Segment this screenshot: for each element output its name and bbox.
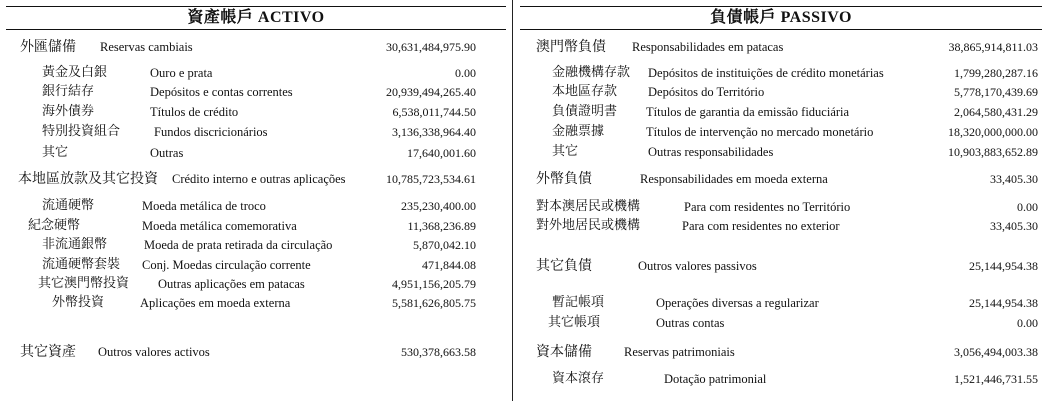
assets-item-row xyxy=(6,235,506,255)
item-pt: Moeda metálica comemorativa xyxy=(142,219,297,233)
category-value: 25,144,954.38 xyxy=(969,259,1038,273)
item-value: 471,844.08 xyxy=(422,258,476,272)
item-pt: Conj. Moedas circulação corrente xyxy=(142,258,311,272)
assets-item-row xyxy=(6,293,506,313)
item-value: 4,951,156,205.79 xyxy=(392,277,476,291)
liabilities-category-row xyxy=(520,169,1042,189)
item-value: 2,064,580,431.29 xyxy=(954,105,1038,119)
category-pt: Reservas cambiais xyxy=(100,40,193,54)
liabilities-item-row xyxy=(520,122,1042,142)
item-value: 11,368,236.89 xyxy=(407,219,476,233)
item-pt: Para com residentes no Território xyxy=(684,200,851,214)
item-pt: Títulos de crédito xyxy=(150,105,239,119)
item-zh: 對本澳居民或機構 xyxy=(536,199,641,214)
item-value: 235,230,400.00 xyxy=(401,199,476,213)
category-pt: Reservas patrimoniais xyxy=(624,345,735,359)
assets-column xyxy=(6,0,506,401)
liabilities-column xyxy=(520,0,1042,401)
category-zh: 外匯儲備 xyxy=(20,39,76,55)
category-pt: Responsabilidades em patacas xyxy=(632,40,784,54)
item-zh: 非流通銀幣 xyxy=(42,237,108,252)
liabilities-item-row xyxy=(520,369,1042,389)
assets-item-row xyxy=(6,102,506,122)
item-value: 0.00 xyxy=(455,66,476,80)
item-pt: Outras contas xyxy=(656,316,725,330)
assets-item-row xyxy=(6,216,506,236)
item-zh: 黃金及白銀 xyxy=(42,65,108,80)
item-zh: 海外債券 xyxy=(42,104,95,119)
liabilities-category-row xyxy=(520,256,1042,276)
liabilities-item-row xyxy=(520,82,1042,102)
item-pt: Depósitos e contas correntes xyxy=(150,85,293,99)
item-zh: 流通硬幣 xyxy=(42,198,95,213)
column-divider xyxy=(512,0,513,401)
item-value: 25,144,954.38 xyxy=(969,296,1038,310)
liabilities-item-row xyxy=(520,63,1042,83)
item-value: 18,320,000,000.00 xyxy=(948,125,1038,139)
item-zh: 特別投資組合 xyxy=(42,124,121,139)
item-zh: 金融機構存款 xyxy=(552,65,631,80)
item-zh: 其它帳項 xyxy=(548,315,601,330)
item-value: 1,521,446,731.55 xyxy=(954,372,1038,386)
liabilities-category-row xyxy=(520,342,1042,362)
item-pt: Moeda metálica de troco xyxy=(142,199,266,213)
assets-category-row xyxy=(6,342,506,362)
item-pt: Outras aplicações em patacas xyxy=(158,277,305,291)
assets-item-row xyxy=(6,122,506,142)
item-zh: 其它 xyxy=(42,145,69,160)
category-zh: 資本儲備 xyxy=(536,344,592,360)
item-zh: 其它 xyxy=(552,144,579,159)
assets-item-row xyxy=(6,274,506,294)
item-pt: Depósitos do Território xyxy=(648,85,765,99)
liabilities-category-row xyxy=(520,37,1042,57)
item-pt: Moeda de prata retirada da circulação xyxy=(144,238,333,252)
item-pt: Dotação patrimonial xyxy=(664,372,767,386)
item-value: 0.00 xyxy=(1017,200,1038,214)
category-value: 10,785,723,534.61 xyxy=(386,172,476,186)
item-value: 6,538,011,744.50 xyxy=(392,105,476,119)
category-pt: Responsabilidades em moeda externa xyxy=(640,172,828,186)
item-value: 0.00 xyxy=(1017,316,1038,330)
item-zh: 銀行結存 xyxy=(42,84,95,99)
item-pt: Outras xyxy=(150,146,184,160)
category-pt: Outros valores passivos xyxy=(638,259,757,273)
liabilities-item-row xyxy=(520,142,1042,162)
category-pt: Outros valores activos xyxy=(98,345,210,359)
item-zh: 本地區存款 xyxy=(552,84,618,99)
item-pt: Fundos discricionários xyxy=(154,125,268,139)
assets-category-row xyxy=(6,169,506,189)
item-pt: Ouro e prata xyxy=(150,66,213,80)
item-pt: Títulos de intervenção no mercado monetário xyxy=(646,125,874,139)
item-value: 17,640,001.60 xyxy=(407,146,476,160)
item-zh: 資本滾存 xyxy=(552,371,605,386)
item-value: 3,136,338,964.40 xyxy=(392,125,476,139)
category-value: 530,378,663.58 xyxy=(401,345,476,359)
liabilities-header: 負債帳戶 PASSIVO xyxy=(520,6,1042,30)
category-zh: 本地區放款及其它投資 xyxy=(18,171,158,187)
category-value: 3,056,494,003.38 xyxy=(954,345,1038,359)
item-value: 5,778,170,439.69 xyxy=(954,85,1038,99)
category-value: 38,865,914,811.03 xyxy=(948,40,1038,54)
category-zh: 澳門幣負債 xyxy=(536,39,606,55)
item-zh: 對外地居民或機構 xyxy=(536,218,641,233)
liabilities-item-row xyxy=(520,102,1042,122)
item-pt: Para com residentes no exterior xyxy=(682,219,840,233)
assets-header: 資產帳戶 ACTIVO xyxy=(6,6,506,30)
item-zh: 外幣投資 xyxy=(52,295,105,310)
category-value: 33,405.30 xyxy=(990,172,1038,186)
assets-item-row xyxy=(6,82,506,102)
item-value: 33,405.30 xyxy=(990,219,1038,233)
item-value: 5,581,626,805.75 xyxy=(392,296,476,310)
assets-item-row xyxy=(6,143,506,163)
assets-category-row xyxy=(6,37,506,57)
category-value: 30,631,484,975.90 xyxy=(386,40,476,54)
item-value: 20,939,494,265.40 xyxy=(386,85,476,99)
category-pt: Crédito interno e outras aplicações xyxy=(172,172,346,186)
liabilities-item-row xyxy=(520,216,1042,236)
liabilities-item-row xyxy=(520,293,1042,313)
liabilities-item-row xyxy=(520,313,1042,333)
item-value: 1,799,280,287.16 xyxy=(954,66,1038,80)
item-pt: Depósitos de instituições de crédito monetárias xyxy=(648,66,884,80)
item-pt: Aplicações em moeda externa xyxy=(140,296,291,310)
item-value: 10,903,883,652.89 xyxy=(948,145,1038,159)
category-zh: 其它負債 xyxy=(536,258,592,274)
liabilities-item-row xyxy=(520,197,1042,217)
item-zh: 流通硬幣套裝 xyxy=(42,257,121,272)
item-zh: 負債證明書 xyxy=(552,104,618,119)
item-pt: Outras responsabilidades xyxy=(648,145,774,159)
item-zh: 金融票據 xyxy=(552,124,605,139)
assets-item-row xyxy=(6,196,506,216)
assets-item-row xyxy=(6,255,506,275)
item-pt: Títulos de garantia da emissão fiduciária xyxy=(646,105,850,119)
item-zh: 紀念硬幣 xyxy=(28,218,81,233)
item-zh: 暫記帳項 xyxy=(552,295,605,310)
category-zh: 外幣負債 xyxy=(536,171,592,187)
item-zh: 其它澳門幣投資 xyxy=(38,276,130,291)
category-zh: 其它資產 xyxy=(20,344,76,360)
item-value: 5,870,042.10 xyxy=(413,238,476,252)
assets-item-row xyxy=(6,63,506,83)
item-pt: Operações diversas a regularizar xyxy=(656,296,819,310)
